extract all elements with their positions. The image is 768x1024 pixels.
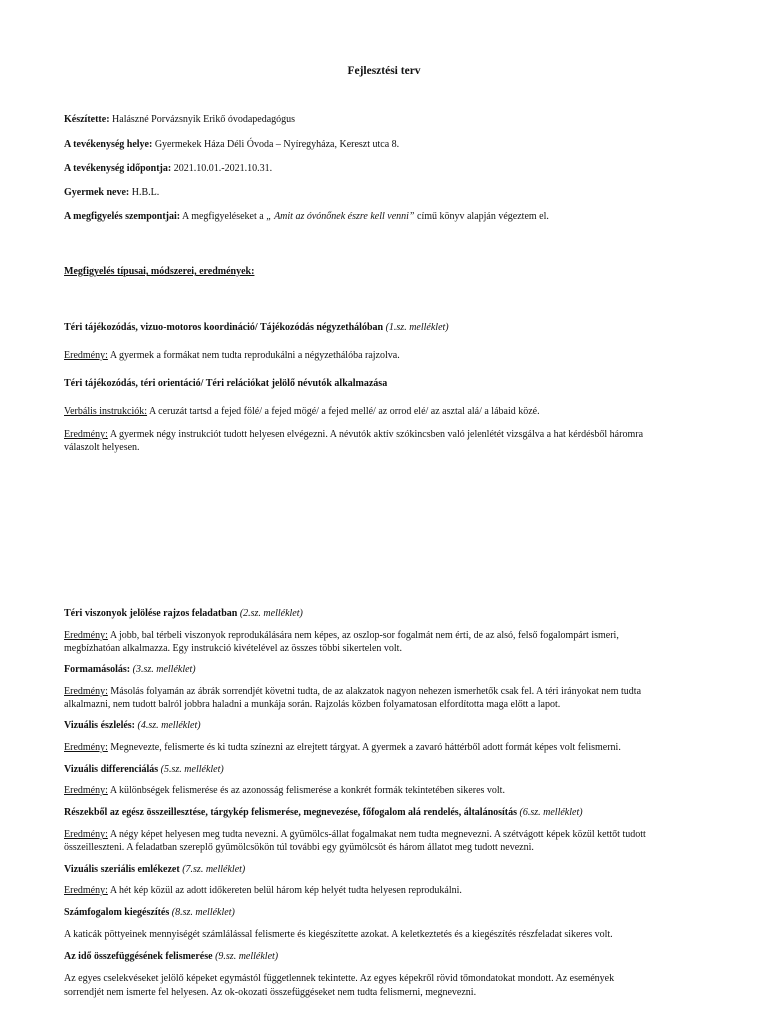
item-appendix: (3.sz. melléklet) <box>130 664 196 675</box>
child-value: H.B.L. <box>129 187 160 198</box>
criteria-label: A megfigyelés szempontjai: <box>64 211 181 222</box>
result-label: Eredmény: <box>64 429 108 440</box>
item-title: Téri viszonyok jelölése rajzos feladatban <box>64 608 238 619</box>
item-heading-7 <box>64 806 706 819</box>
item-heading-10 <box>64 950 706 963</box>
result-label: Eredmény: <box>64 630 108 641</box>
result-text: A gyermek a formákat nem tudta reprodukálni a négyzethálóba rajzolva. <box>107 350 400 361</box>
item-verbal-2 <box>64 405 706 418</box>
item-result-4 <box>64 685 706 698</box>
item-title: Vizuális szeriális emlékezet <box>64 864 180 875</box>
item-appendix: (4.sz. melléklet) <box>135 720 201 731</box>
place-label: A tevékenység helye: <box>64 139 153 150</box>
item-appendix: (9.sz. melléklet) <box>212 951 279 962</box>
item-title: Az idő összefüggésének felismerése <box>64 951 213 962</box>
result-label: Eredmény: <box>64 885 108 896</box>
item-title: Téri tájékozódás, téri orientáció/ Téri relációkat jelölő névutók alkalmazása <box>64 378 388 389</box>
author-line <box>64 113 706 126</box>
author-label: Készítette: <box>64 114 110 125</box>
item-heading-3 <box>64 607 706 620</box>
result-text: A gyermek négy instrukciót tudott helyesen elvégezni. A névutók aktív szókincsben való jelenlétét vizsgálva a hat kérdésből háromra <box>107 429 644 440</box>
result-label: Eredmény: <box>64 686 108 697</box>
place-value: Gyermekek Háza Déli Óvoda – Nyíregyháza, Kereszt utca 8. <box>152 139 400 150</box>
child-label: Gyermek neve: <box>64 187 130 198</box>
item-text-10: Az egyes cselekvéseket jelölő képeket egymástól függetlennek tekintette. Az egyes képekről rövid tőmondatokat mondott. Az események <box>64 973 615 984</box>
item-heading-5 <box>64 719 706 732</box>
item-heading-8 <box>64 863 706 876</box>
section-heading: Megfigyelés típusai, módszerei, eredmények: <box>64 266 255 277</box>
item-appendix: (6.sz. melléklet) <box>517 807 583 818</box>
item-heading-6 <box>64 763 706 776</box>
item-heading-1 <box>64 321 706 334</box>
item-title: Vizuális differenciálás <box>64 764 159 775</box>
item-result-7 <box>64 828 706 841</box>
item-appendix: (8.sz. melléklet) <box>169 907 235 918</box>
author-value: Halászné Porvázsnyik Erikő óvodapedagógus <box>109 114 296 125</box>
result-text: A hét kép közül az adott időkereten belül három kép helyét tudta helyesen reprodukálni. <box>107 885 462 896</box>
time-label: A tevékenység időpontja: <box>64 163 172 174</box>
item-title: Részekből az egész összeillesztése, tárgykép felismerése, megnevezése, főfogalom alá rendelés, általánosítás <box>64 807 518 818</box>
item-result-2 <box>64 428 706 441</box>
result-label: Eredmény: <box>64 350 108 361</box>
item-heading-4 <box>64 663 706 676</box>
item-result-6 <box>64 784 706 797</box>
result-text: A jobb, bal térbeli viszonyok reprodukálására nem képes, az oszlop-sor fogalmát nem érti, de az alsó, felső fogalompárt ismeri, <box>107 630 619 641</box>
result-text: A különbségek felismerése és az azonosság felismerése a konkrét formák tekintetében sikeres volt. <box>107 785 505 796</box>
item-appendix: (1.sz. melléklet) <box>383 322 449 333</box>
criteria-pre: A megfigyeléseket a <box>180 211 267 222</box>
item-result-8 <box>64 884 706 897</box>
result-label: Eredmény: <box>64 829 108 840</box>
verbal-text: A ceruzát tartsd a fejed fölé/ a fejed mögé/ a fejed mellé/ az orrod elé/ az asztal alá/ a lábaid közé. <box>147 406 540 417</box>
place-line <box>64 138 706 151</box>
item-result-3 <box>64 629 706 642</box>
time-value: 2021.10.01.-2021.10.31. <box>171 163 273 174</box>
item-text-10-cont: sorrendjét nem ismerte fel helyesen. Az ok-okozati összefüggéseket nem tudta felismerni, megnevezni. <box>64 987 477 998</box>
item-title: Formamásolás: <box>64 664 131 675</box>
item-result-4-cont: alkalmazni, nem tudott balról jobbra haladni a munkája során. Rajzolás közben folyamatosan elfordította maga előtt a lapot. <box>64 699 561 710</box>
child-line <box>64 186 706 199</box>
item-result-5 <box>64 741 706 754</box>
item-result-2-cont: válaszolt helyesen. <box>64 442 140 453</box>
criteria-book-title: „ Amit az óvónőnek észre kell venni” <box>266 211 415 222</box>
item-result-1 <box>64 349 706 362</box>
item-appendix: (7.sz. melléklet) <box>179 864 246 875</box>
document-title: Fejlesztési terv <box>347 65 421 77</box>
item-title: Számfogalom kiegészítés <box>64 907 170 918</box>
result-label: Eredmény: <box>64 742 108 753</box>
verbal-label: Verbális instrukciók: <box>64 406 148 417</box>
criteria-post: című könyv alapján végeztem el. <box>414 211 549 222</box>
result-text: Megnevezte, felismerte és ki tudta színezni az elrejtett tárgyat. A gyermek a zavaró háttérből adott formát képes volt felismerni. <box>107 742 621 753</box>
criteria-line <box>64 210 706 223</box>
item-result-3-cont: megbízhatóan alkalmazza. Egy instrukció kivételével az összes többi sikertelen volt. <box>64 643 402 654</box>
result-label: Eredmény: <box>64 785 108 796</box>
item-title: Téri tájékozódás, vizuo-motoros koordináció/ Tájékozódás négyzethálóban <box>64 322 384 333</box>
item-heading-9 <box>64 906 706 919</box>
result-text: A négy képet helyesen meg tudta nevezni. A gyümölcs-állat fogalmakat nem tudta megnevezni. A szétvágott képek közül kettőt tudott <box>107 829 646 840</box>
item-title: Vizuális észlelés: <box>64 720 136 731</box>
item-appendix: (2.sz. melléklet) <box>237 608 303 619</box>
result-text: Másolás folyamán az ábrák sorrendjét követni tudta, de az alakzatok nagyon nehezen ismerhetők csak fel. A téri irányokat nem tudta <box>107 686 642 697</box>
item-text-9: A katicák pöttyeinek mennyiségét számlálással felismerte és kiegészítette azokat. A keletkeztetés és a kiegészítés részfeladat sikeres volt. <box>64 929 613 940</box>
item-result-7-cont: összeilleszteni. A feladatban szereplő gyümölcsökön túl további egy gyümölcsöt és három állatot meg tudott nevezni. <box>64 842 534 853</box>
item-appendix: (5.sz. melléklet) <box>158 764 224 775</box>
time-line <box>64 162 706 175</box>
item-heading-2 <box>64 377 706 390</box>
